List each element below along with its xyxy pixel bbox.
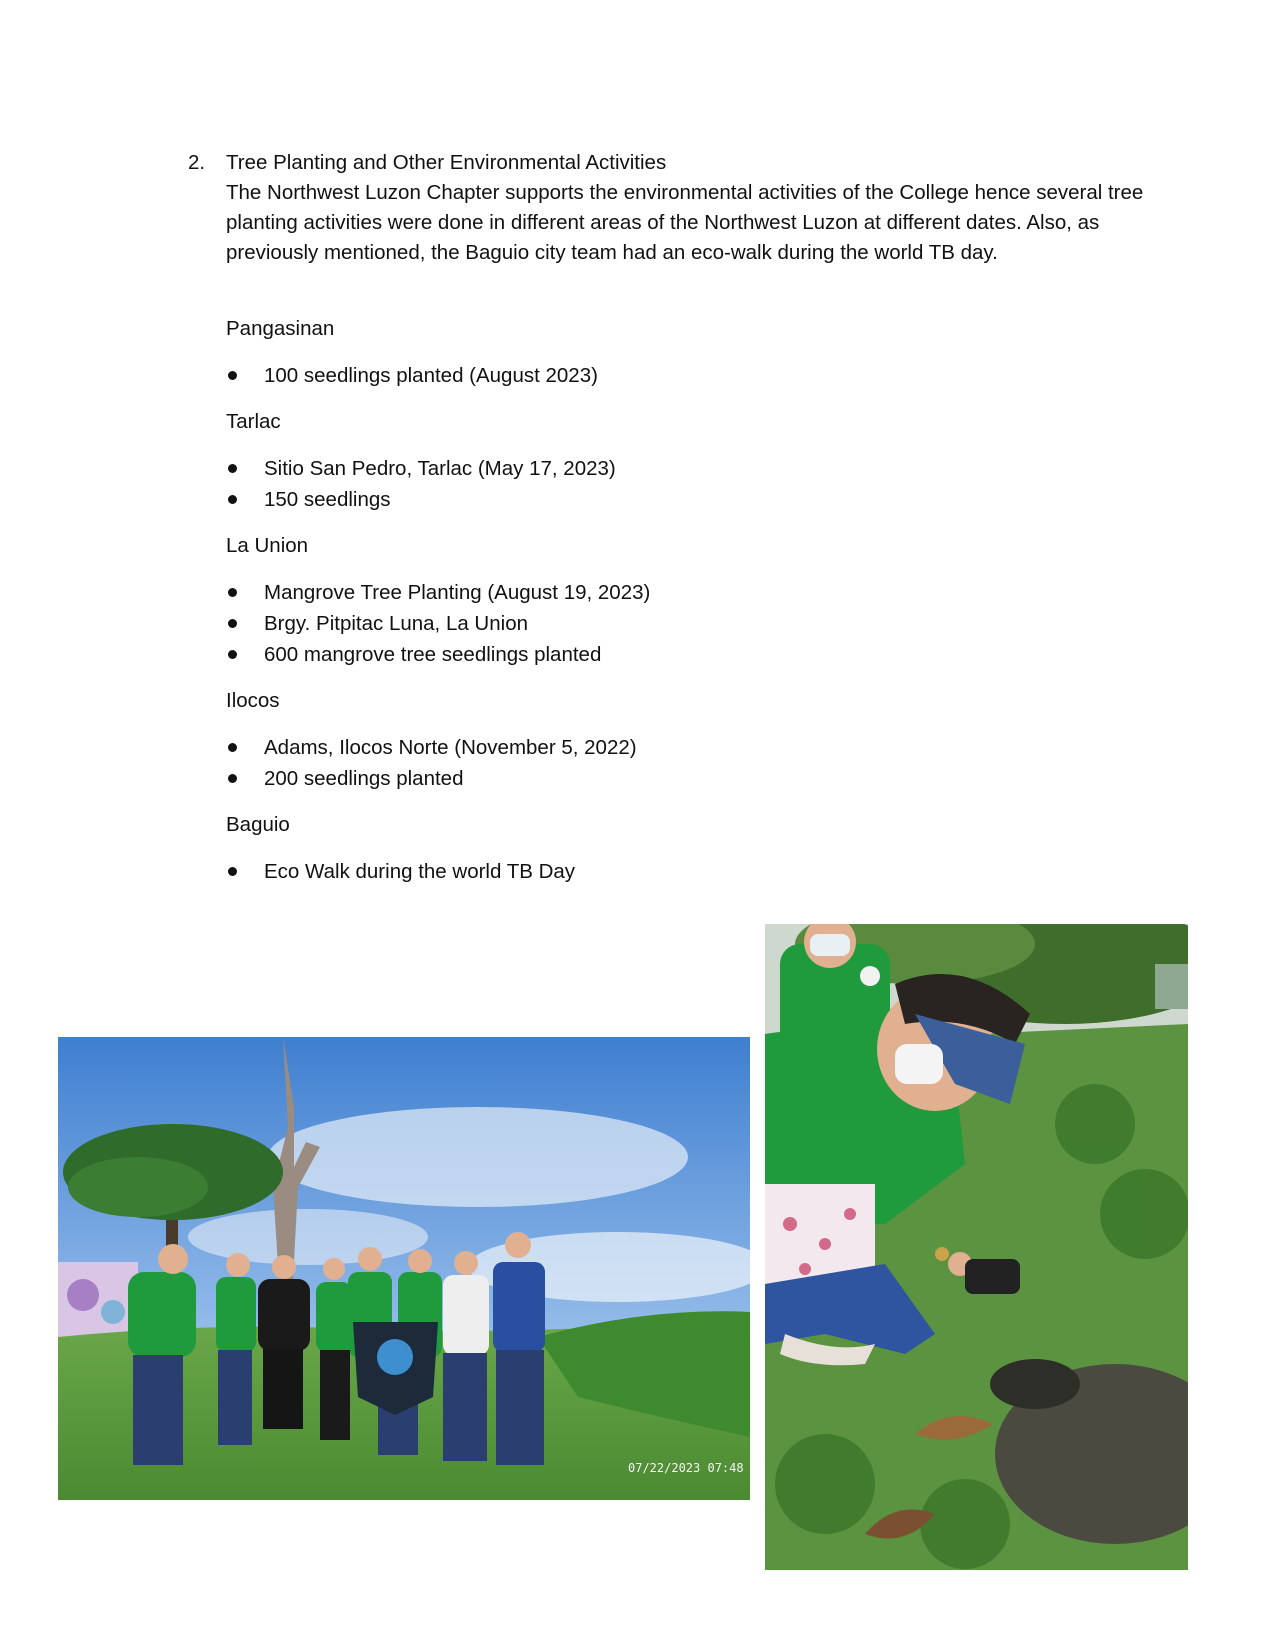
list-item-text: Sitio San Pedro, Tarlac (May 17, 2023)	[264, 457, 616, 480]
list-item-text: Eco Walk during the world TB Day	[264, 860, 576, 883]
region-la-union	[188, 531, 1148, 670]
list-item	[226, 453, 1148, 484]
list-item-text: Adams, Ilocos Norte (November 5, 2022)	[264, 736, 637, 759]
list-item	[226, 577, 1148, 608]
photo-timestamp: 07/22/2023 07:48	[628, 1461, 744, 1475]
region-baguio	[188, 810, 1148, 887]
region-title: Pangasinan	[226, 317, 335, 340]
list-item	[226, 360, 1148, 391]
planting-photo	[765, 924, 1188, 1570]
bullet-icon	[228, 588, 237, 597]
list-item-text: 150 seedlings	[264, 488, 391, 511]
bullet-icon	[228, 743, 237, 752]
list-item	[226, 639, 1148, 670]
bullet-icon	[228, 774, 237, 783]
region-ilocos	[188, 686, 1148, 794]
list-item-text: 100 seedlings planted (August 2023)	[264, 364, 598, 387]
list-item-text: Mangrove Tree Planting (August 19, 2023)	[264, 581, 651, 604]
region-pangasinan	[188, 314, 1148, 391]
region-title: Baguio	[226, 813, 290, 836]
bullet-icon	[228, 495, 237, 504]
bullet-list	[226, 453, 1148, 515]
bullet-list	[226, 577, 1148, 670]
section-paragraph: The Northwest Luzon Chapter supports the environmental activities of the College hence several tree planting activities were done in different areas of the Northwest Luzon at different dates. Also, as previously mentioned, the Baguio city team had an eco-walk during the world TB day.	[226, 181, 1144, 264]
region-title: Ilocos	[226, 689, 280, 712]
region-title: Tarlac	[226, 410, 281, 433]
section-tree-planting	[188, 148, 1148, 887]
region-tarlac	[188, 407, 1148, 515]
bullet-list	[226, 360, 1148, 391]
list-item	[226, 856, 1148, 887]
list-item	[226, 484, 1148, 515]
bullet-icon	[228, 867, 237, 876]
list-item	[226, 732, 1148, 763]
list-item-text: Brgy. Pitpitac Luna, La Union	[264, 612, 528, 635]
list-item-text: 200 seedlings planted	[264, 767, 464, 790]
region-title: La Union	[226, 534, 309, 557]
section-number: 2.	[188, 151, 206, 174]
section-heading: Tree Planting and Other Environmental Activities	[226, 151, 667, 174]
bullet-icon	[228, 650, 237, 659]
section-heading-row	[188, 148, 1148, 178]
group-photo	[58, 1037, 750, 1500]
list-item-text: 600 mangrove tree seedlings planted	[264, 643, 602, 666]
list-item	[226, 608, 1148, 639]
bullet-icon	[228, 464, 237, 473]
bullet-icon	[228, 371, 237, 380]
bullet-list	[226, 856, 1148, 887]
bullet-icon	[228, 619, 237, 628]
list-item	[226, 763, 1148, 794]
bullet-list	[226, 732, 1148, 794]
